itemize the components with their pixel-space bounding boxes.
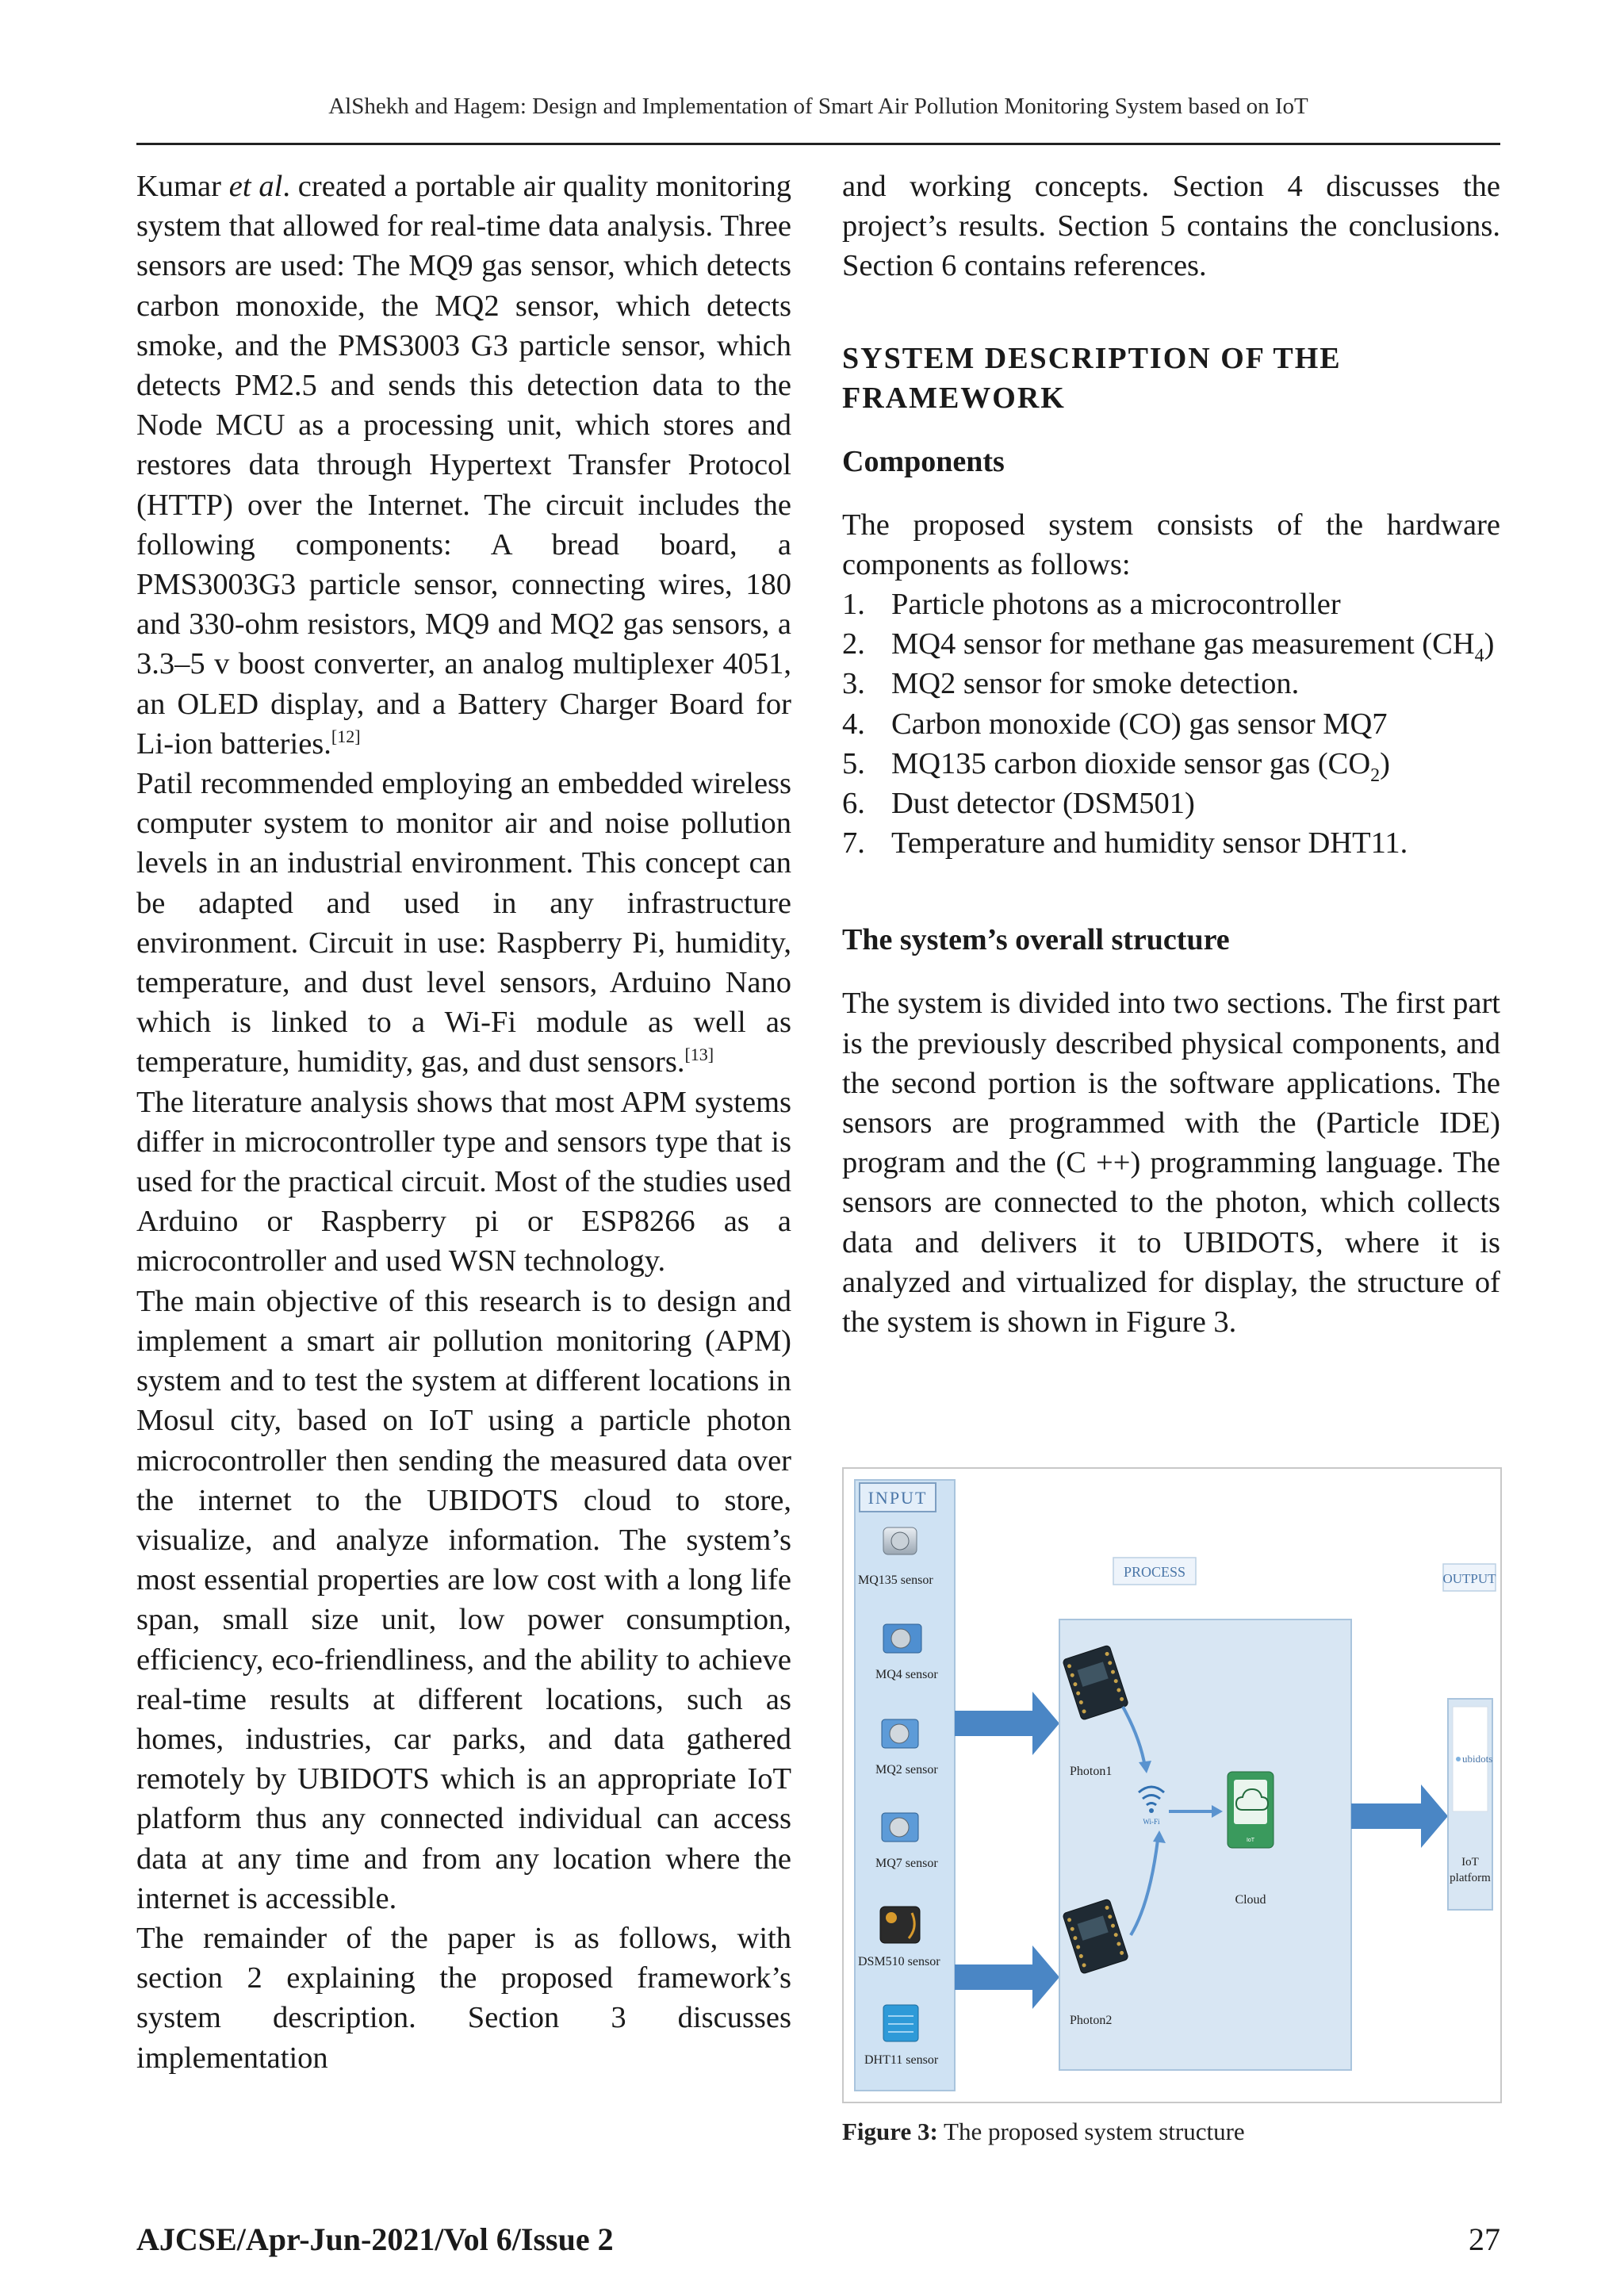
paragraph-literature-analysis: The literature analysis shows that most APM systems differ in microcontroller type and sensors type that is used for the practical circuit. Most of the studies used Arduino or Raspberry pi or ESP8266 as a microcontroller and used WSN technology. <box>136 1085 791 1278</box>
output-label: OUTPUT <box>1442 1571 1496 1586</box>
iot-platform-label-line2: platform <box>1450 1872 1491 1884</box>
page-number: 27 <box>1469 2221 1500 2257</box>
running-header: AlShekh and Hagem: Design and Implementation of Smart Air Pollution Monitoring System based on IoT <box>328 94 1308 119</box>
sensor-label-mq4: MQ4 sensor <box>875 1668 938 1681</box>
paragraph-remainder: The remainder of the paper is as follows, with section 2 explaining the proposed framework’s system description. Section 3 discusses implementation <box>136 1921 791 2075</box>
iot-platform-label-line1: IoT <box>1461 1856 1479 1869</box>
cloud-label: Cloud <box>1235 1893 1266 1907</box>
arrow-process-to-output <box>1351 1784 1448 1848</box>
list-item: 6. Dust detector (DSM501) <box>842 787 1195 821</box>
paragraph-structure: The system is divided into two sections. The first part is the previously described physical components, and the second portion is the software applications. The sensors are programmed with the (Particle IDE) program and the (C ++) programming language. The sensors are connected to the photon, which collects data and delivers it to UBIDOTS, where it is analyzed and virtualized for display, the structure of the system is shown in Figure 3. <box>842 987 1500 1340</box>
mq7-sensor-icon <box>882 1813 918 1842</box>
process-label: PROCESS <box>1123 1564 1186 1580</box>
list-item: 1. Particle photons as a microcontroller <box>842 588 1341 622</box>
dht11-sensor-icon <box>883 2005 918 2041</box>
components-heading: Components <box>842 444 1005 478</box>
figure-caption: Figure 3: The proposed system structure <box>842 2118 1245 2145</box>
right-column <box>842 167 1500 1342</box>
list-item: 3. MQ2 sensor for smoke detection. <box>842 667 1300 701</box>
components-list <box>842 585 1500 863</box>
header-rule <box>136 143 1500 145</box>
sensor-label-mq7: MQ7 sensor <box>875 1857 938 1870</box>
list-item: 2. MQ4 sensor for methane gas measurement $(CH_4)$ <box>842 627 1495 667</box>
mq135-sensor-icon <box>883 1527 917 1554</box>
section-heading: SYSTEM DESCRIPTION OF THE FRAMEWORK <box>842 341 1342 415</box>
ubidots-logo-icon <box>1456 1757 1461 1761</box>
paragraph-kumar: Kumar et al. created a portable air quality monitoring system that allowed for real-time data analysis. Three sensors are used: The MQ9 gas sensor, which detects carbon monoxide, the MQ2 sensor, which detects smoke, and the PMS3003 G3 particle sensor, which detects PM2.5 and sends this detection data to the Node MCU as a processing unit, which stores and restores data through Hypertext Transfer Protocol (HTTP) over the Internet. The circuit includes the following components: A bread board, a PMS3003G3 particle sensor, connecting wires, 180 and 330-ohm resistors, MQ9 and MQ2 gas sensors, a 3.3–5 v boost converter, an analog multiplexer 4051, an OLED display, and a Battery Charger Board for Li-ion batteries.[12] <box>136 170 791 761</box>
structure-heading: The system’s overall structure <box>842 923 1230 957</box>
mq2-sensor-icon <box>882 1719 918 1748</box>
left-column <box>136 167 791 2078</box>
list-item: 7. Temperature and humidity sensor DHT11. <box>842 826 1408 861</box>
sensor-label-mq135: MQ135 sensor <box>858 1573 933 1587</box>
arrow-input-to-photon2 <box>955 1945 1059 2009</box>
list-item: 4. Carbon monoxide (CO) gas sensor MQ7 <box>842 707 1388 741</box>
input-panel <box>855 1480 955 2091</box>
paragraph-continued: and working concepts. Section 4 discusses the project’s results. Section 5 contains the conclusions. Section 6 contains references. <box>842 170 1500 283</box>
input-label: INPUT <box>868 1488 928 1508</box>
sensor-label-dsm510: DSM510 sensor <box>858 1955 940 1968</box>
paragraph-objective: The main objective of this research is to design and implement a smart air pollution monitoring (APM) system and to test the system at different locations in Mosul city, based on IoT using a particle photon microcontroller then sending the measured data over the internet to the UBIDOTS cloud to store, visualize, and analyze information. The system’s most essential properties are low cost with a long life span, small size unit, low power consumption, efficiency, eco-friendliness, and the ability to achieve real-time results at different locations, such as homes, industries, car parks, and data gathered remotely by UBIDOTS which is an appropriate IoT platform thus any connected individual can access data at any time and from any location where the internet is accessible. <box>136 1284 791 1915</box>
footer-journal: AJCSE/Apr-Jun-2021/Vol 6/Issue 2 <box>136 2221 614 2257</box>
components-intro: The proposed system consists of the hardware components as follows: <box>842 508 1500 581</box>
cloud-icon <box>1228 1772 1274 1848</box>
sensor-label-dht11: DHT11 sensor <box>864 2053 939 2067</box>
ubidots-logo-text: ubidots <box>1462 1753 1493 1765</box>
photon1-label: Photon1 <box>1070 1765 1113 1778</box>
mq4-sensor-icon <box>883 1624 921 1653</box>
arrow-input-to-photon1 <box>955 1692 1059 1755</box>
citation-13[interactable]: [13] <box>684 1045 714 1065</box>
sensor-label-mq2: MQ2 sensor <box>875 1763 938 1777</box>
list-item: 5. MQ135 carbon dioxide sensor gas $(CO_2)$ <box>842 746 1390 786</box>
figure-3-system-structure <box>842 1467 1502 2103</box>
wifi-label: Wi-Fi <box>1143 1818 1160 1826</box>
svg-text:IoT: IoT <box>1246 1838 1255 1843</box>
paragraph-patil: Patil recommended employing an embedded wireless computer system to monitor air and noise pollution levels in an industrial environment. This concept can be adapted and used in any infrastructure environment. Circuit in use: Raspberry Pi, humidity, temperature, and dust level sensors, Arduino Nano which is linked to a Wi-Fi module as well as temperature, humidity, gas, and dust sensors.[13] <box>136 767 791 1079</box>
system-structure-diagram <box>844 1469 1500 2102</box>
photon2-label: Photon2 <box>1070 2014 1113 2027</box>
dsm510-sensor-icon <box>880 1907 920 1943</box>
citation-12[interactable]: [12] <box>331 726 361 746</box>
